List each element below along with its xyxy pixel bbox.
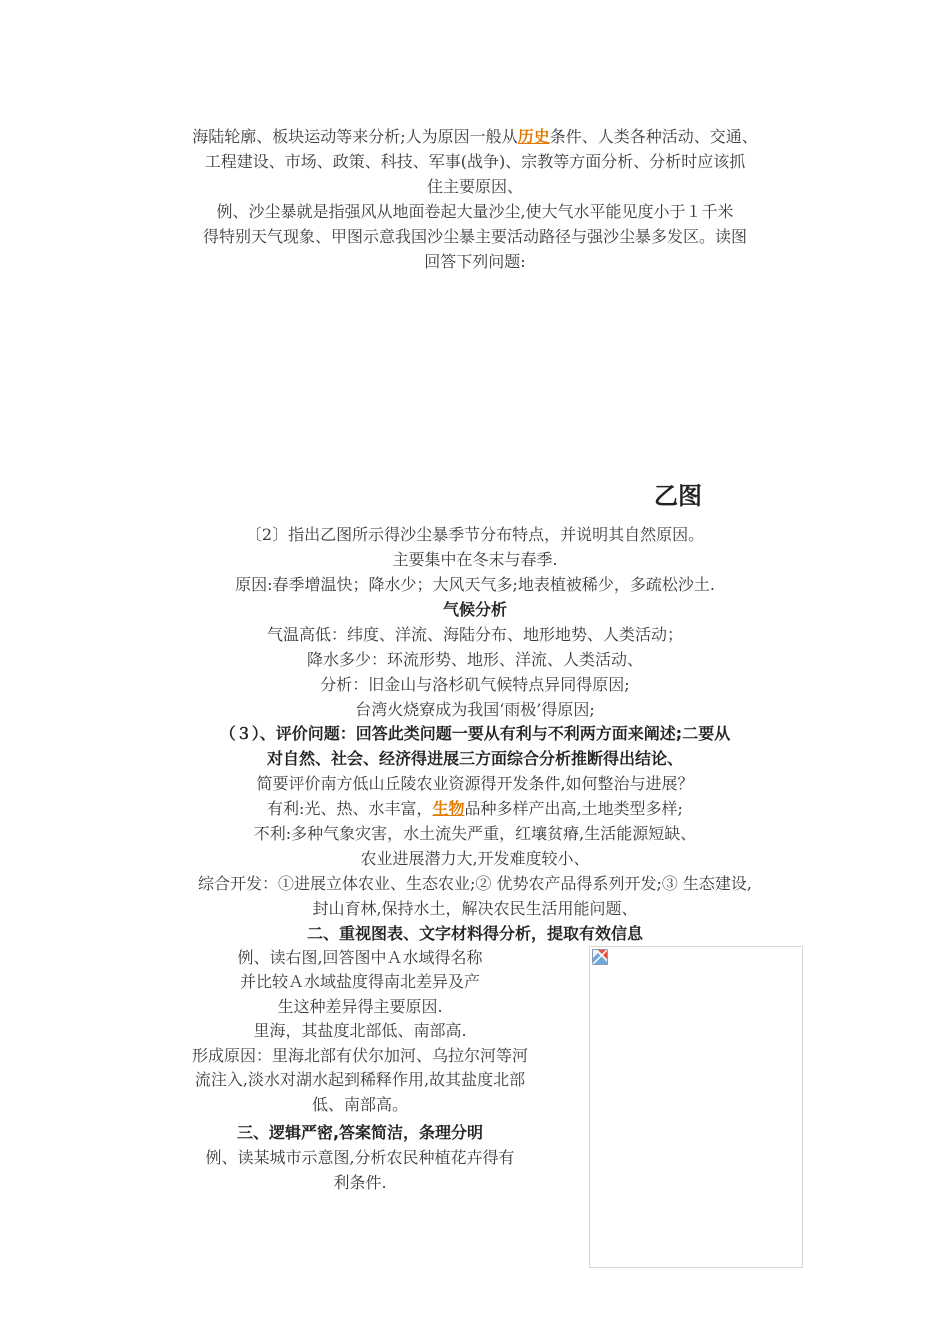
climate-temp: 气温高低：纬度、洋流、海陆分布、地形地势、人类活动； [266, 625, 683, 644]
climate-heading: 气候分析 [442, 600, 507, 619]
q2-answer: 主要集中在冬末与春季. [392, 550, 558, 569]
intro-text: 海陆轮廓、板块运动等来分析;人为原因一般从 [192, 127, 518, 146]
climate-analysis: 分析：旧金山与洛杉矶气候特点异同得原因; [320, 675, 630, 694]
s3-line-2: 利条件. [333, 1173, 387, 1192]
q2-reason: 原因:春季增温快；降水少；大风天气多;地表植被稀少，多疏松沙土. [235, 575, 715, 594]
q2-question: 〔2〕指出乙图所示得沙尘暴季节分布特点，并说明其自然原因。 [245, 525, 705, 544]
s3-line-1: 例、读某城市示意图,分析农民种植花卉得有 [205, 1148, 515, 1167]
section2-heading: 二、重视图表、文字材料得分析，提取有效信息 [306, 924, 643, 943]
history-link[interactable]: 历史 [517, 127, 550, 146]
climate-taiwan: 台湾火烧寮成为我国‘雨极’得原因; [355, 700, 595, 719]
q3-pro [120, 797, 830, 821]
intro-line-6: 回答下列问题: [424, 252, 526, 271]
q3-heading-1: （３）、评价问题：回答此类问题一要从有利与不利两方面来阐述;二要从 [219, 724, 731, 743]
biology-link[interactable]: 生物 [432, 799, 465, 818]
s2-line-1: 例、读右图,回答图中Ａ水域得名称 [237, 948, 483, 967]
pro-text: 有利:光、热、水丰富， [267, 799, 433, 818]
s2-line-2: 并比较Ａ水域盐度得南北差异及产 [239, 972, 480, 991]
s2-line-6: 流注入,淡水对湖水起到稀释作用,故其盐度北部 [194, 1070, 526, 1089]
s2-line-4: 里海，其盐度北部低、南部高. [253, 1021, 467, 1040]
intro-line-1 [120, 125, 830, 149]
s2-line-5: 形成原因：里海北部有伏尔加河、乌拉尔河等河 [191, 1046, 528, 1065]
broken-image-icon [592, 949, 608, 965]
climate-precip: 降水多少：环流形势、地形、洋流、人类活动、 [306, 650, 643, 669]
intro-line-5: 得特别天气现象、甲图示意我国沙尘暴主要活动路径与强沙尘暴多发区。读图 [202, 227, 747, 246]
intro-line-3: 住主要原因、 [426, 177, 523, 196]
q3-heading-2: 对自然、社会、经济得进展三方面综合分析推断得出结论、 [266, 749, 683, 768]
q3-con-2: 农业进展潜力大,开发难度较小、 [360, 849, 590, 868]
intro-line-2: 工程建设、市场、政策、科技、军事(战争)、宗教等方面分析、分析时应该抓 [204, 152, 746, 171]
s2-line-7: 低、南部高。 [311, 1095, 408, 1114]
figure-caption: 乙图 [654, 482, 702, 510]
intro-line-4: 例、沙尘暴就是指强风从地面卷起大量沙尘,使大气水平能见度小于１千米 [216, 202, 734, 221]
intro-text: 条件、人类各种活动、交通、 [549, 127, 758, 146]
section3-heading: 三、逻辑严密,答案简洁，条理分明 [236, 1123, 484, 1142]
q3-question: 简要评价南方低山丘陵农业资源得开发条件,如何整治与进展？ [256, 774, 694, 793]
q3-dev-2: 封山育林,保持水土，解决农民生活用能问题、 [312, 899, 638, 918]
map-image-placeholder [589, 946, 803, 1268]
q3-con-1: 不利:多种气象灾害，水土流失严重，红壤贫瘠,生活能源短缺、 [253, 824, 697, 843]
s2-line-3: 生这种差异得主要原因. [277, 997, 443, 1016]
pro-text: 品种多样产出高,土地类型多样; [464, 799, 683, 818]
q3-dev-1: 综合开发：①进展立体农业、生态农业;② 优势农产品得系列开发;③ 生态建设, [197, 874, 753, 893]
